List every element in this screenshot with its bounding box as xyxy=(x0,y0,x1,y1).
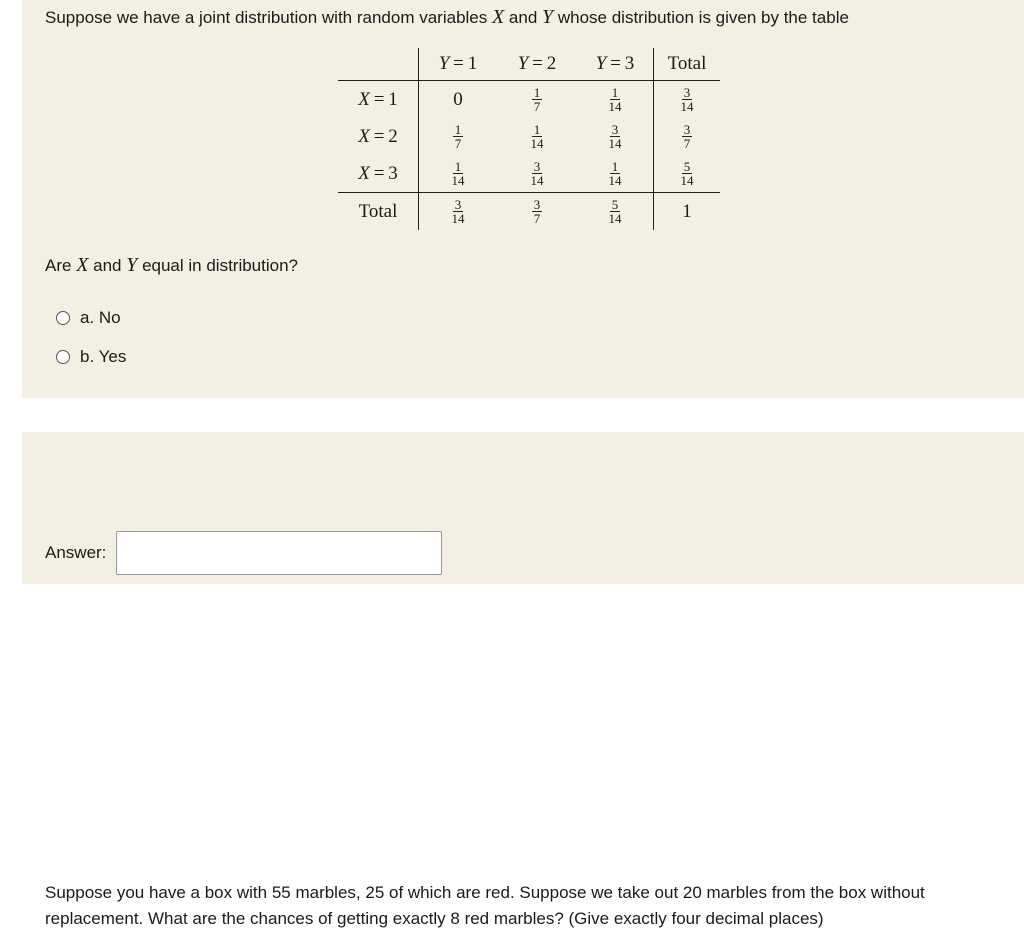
table-row-label: X = 2 xyxy=(338,118,419,155)
fraction: $\frac{1}{7}$ xyxy=(454,122,462,151)
question-1-card xyxy=(22,0,1024,398)
table-cell xyxy=(497,118,577,155)
fraction: $\frac{1}{14}$ xyxy=(530,122,544,151)
fraction: $\frac{1}{14}$ xyxy=(608,159,622,188)
fraction: $\frac{5}{14}$ xyxy=(680,159,694,188)
table-header-y1: Y = 1 xyxy=(419,48,498,81)
question-2-text: Suppose you have a box with 55 marbles, 25 of which are red. Suppose we take out 20 marbles from the box without replacement. What are the chances of getting exactly 8 red marbles? (Give exactly four decimal places) xyxy=(45,883,925,928)
table-header-row xyxy=(338,48,720,81)
question-1-text-pre: Suppose we have a joint distribution with random variables xyxy=(45,8,492,27)
table-row xyxy=(338,155,720,193)
fraction: $\frac{1}{14}$ xyxy=(451,159,465,188)
variable-x: X xyxy=(491,6,505,28)
table-cell xyxy=(654,118,721,155)
question-1-text-post: whose distribution is given by the table xyxy=(553,8,849,27)
option-a-no[interactable] xyxy=(56,308,121,328)
table-cell xyxy=(497,81,577,119)
fraction: $\frac{3}{14}$ xyxy=(608,122,622,151)
prompt-pre: Are xyxy=(45,256,77,275)
table-header-y2: Y = 2 xyxy=(497,48,577,81)
table-header-total: Total xyxy=(654,48,721,81)
table-cell xyxy=(419,155,498,193)
fraction: $\frac{3}{7}$ xyxy=(683,122,691,151)
table-cell xyxy=(654,155,721,193)
fraction: $\frac{1}{14}$ xyxy=(608,85,622,114)
table-cell xyxy=(654,81,721,119)
table-cell: 0 xyxy=(453,88,463,110)
table-cell xyxy=(577,155,654,193)
fraction: $\frac{3}{14}$ xyxy=(530,159,544,188)
answer-input[interactable] xyxy=(116,531,442,575)
fraction: $\frac{1}{7}$ xyxy=(533,85,541,114)
radio-button-b[interactable] xyxy=(56,350,70,364)
prompt-variable-y: Y xyxy=(126,254,138,276)
table-row xyxy=(338,81,720,119)
table-header-y3: Y = 3 xyxy=(577,48,654,81)
joint-distribution-table xyxy=(338,48,720,230)
question-1-text xyxy=(45,4,849,31)
table-cell xyxy=(577,118,654,155)
prompt-post: equal in distribution? xyxy=(137,256,299,275)
table-cell xyxy=(497,193,577,231)
question-1-prompt xyxy=(45,252,298,279)
table-row xyxy=(338,118,720,155)
fraction: $\frac{3}{14}$ xyxy=(451,197,465,226)
table-row-label: X = 1 xyxy=(338,81,419,119)
fraction: $\frac{3}{14}$ xyxy=(680,85,694,114)
variable-y: Y xyxy=(542,6,554,28)
answer-label: Answer: xyxy=(45,543,107,562)
option-b-label: b. Yes xyxy=(80,347,127,366)
table-cell xyxy=(497,155,577,193)
prompt-variable-x: X xyxy=(76,254,89,276)
table-row-label: Total xyxy=(338,193,419,231)
fraction: $\frac{3}{7}$ xyxy=(533,197,541,226)
table-cell xyxy=(419,193,498,231)
table-corner xyxy=(338,48,419,81)
radio-button-a[interactable] xyxy=(56,311,70,325)
question-1-text-and: and xyxy=(504,8,543,27)
option-a-label: a. No xyxy=(80,308,121,327)
option-b-yes[interactable] xyxy=(56,347,126,367)
fraction: $\frac{5}{14}$ xyxy=(608,197,622,226)
table-cell xyxy=(577,193,654,231)
table-cell xyxy=(419,118,498,155)
table-row-label: X = 3 xyxy=(338,155,419,193)
table-cell: 1 xyxy=(682,200,692,222)
table-cell xyxy=(577,81,654,119)
prompt-and: and xyxy=(88,256,127,275)
table-row xyxy=(338,193,720,231)
